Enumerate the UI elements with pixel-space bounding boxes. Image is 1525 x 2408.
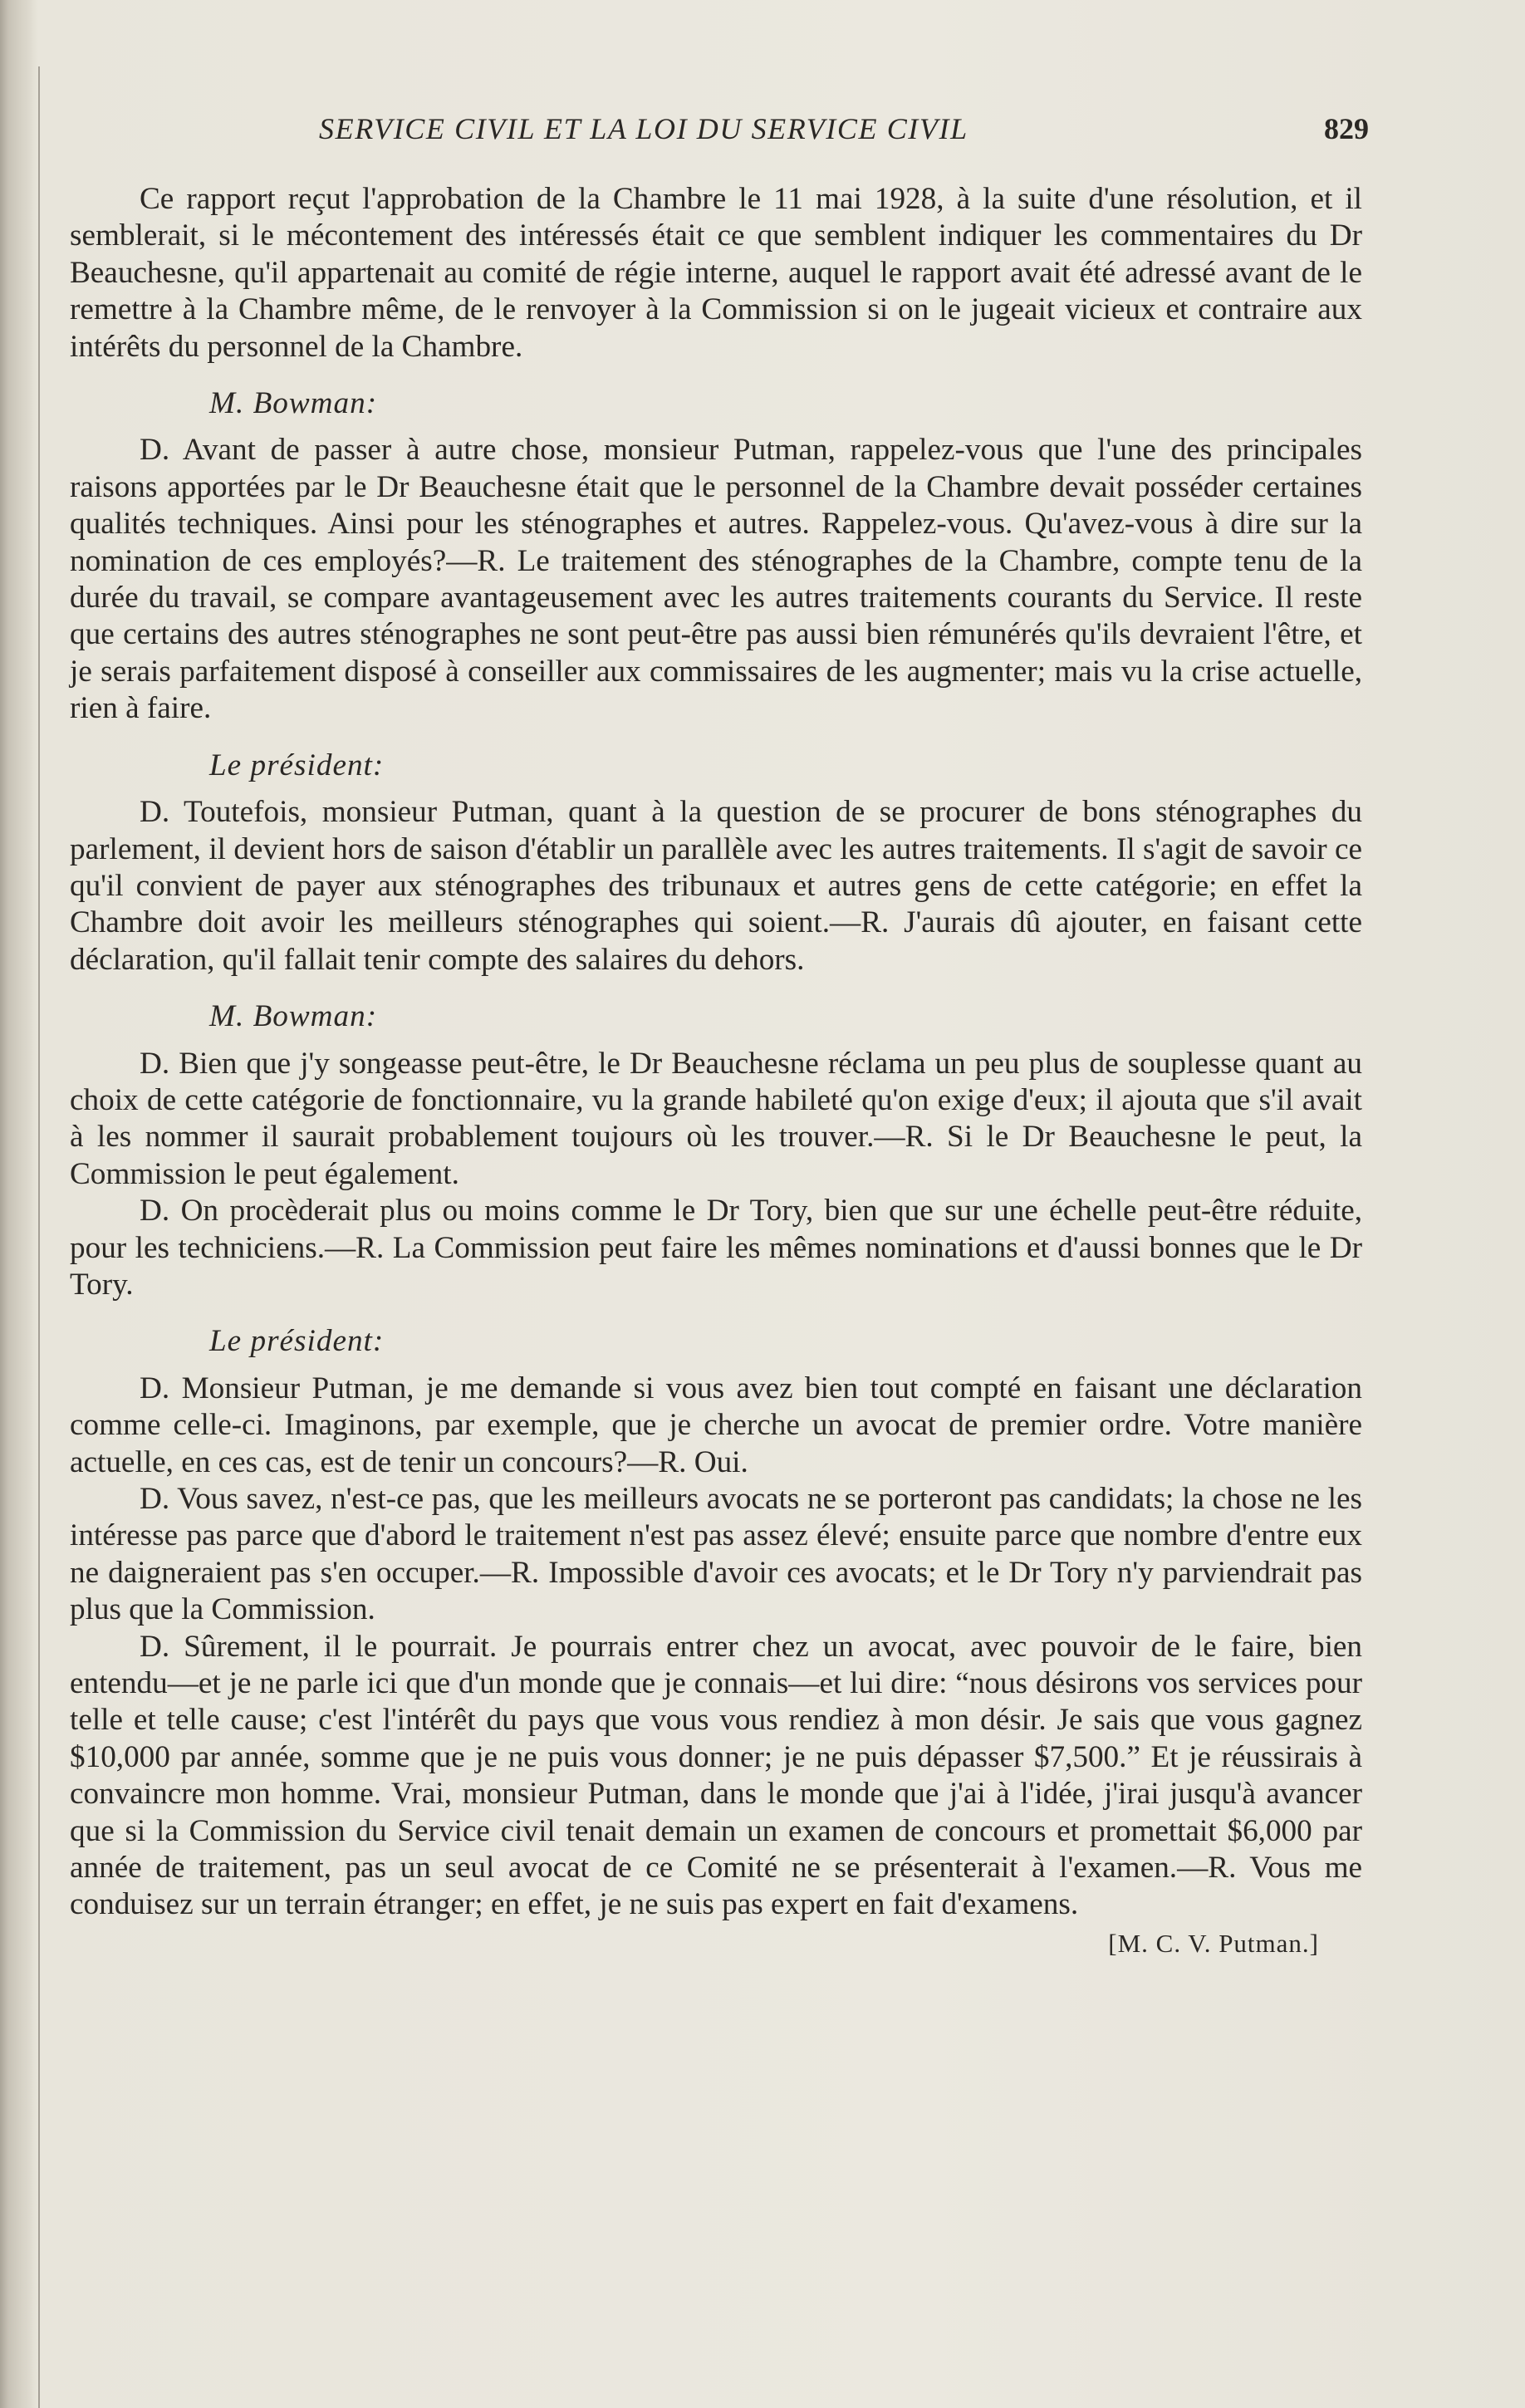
page-number: 829 bbox=[1324, 112, 1369, 145]
paragraph-question-stenographers: D. Avant de passer à autre chose, monsieur Putman, rappelez-vous que l'une des principales raisons apportées par le Dr Beauchesne était que le personnel de la Chambre devait posséder certaines qualités techniques. Ainsi pour les sténographes et autres. Rappelez-vous. Qu'avez-vous à dire sur la nomination de ces employés?—R. Le traitement des sténographes de la Chambre, compte tenu de la durée du travail, se compare avantageusement avec les autres traitements courants du Service. Il reste que certains des autres sténographes ne sont peut-être pas aussi bien rémunérés qu'ils devraient l'être, et je serais parfaitement disposé à conseiller aux commissaires de les augmenter; mais vu la crise actuelle, rien à faire. bbox=[70, 433, 1362, 726]
speaker-label-bowman: M. Bowman: bbox=[209, 386, 378, 421]
paragraph-parliament-stenographers: D. Toutefois, monsieur Putman, quant à la question de se procurer de bons sténographes du parlement, il devient hors de saison d'établir un parallèle avec les autres traitements. Il s'agit de savoir ce qu'il convient de payer aux sténographes des tribunaux et autres gens de cette catégorie; en effet la Chambre doit avoir les meilleurs sténographes qui soient.—R. J'aurais dû ajouter, en faisant cette déclaration, qu'il fallait tenir compte des salaires du dehors. bbox=[70, 795, 1362, 977]
binding-edge-line bbox=[38, 66, 40, 2408]
page-header bbox=[70, 111, 1369, 158]
paragraph-technicians: D. On procèderait plus ou moins comme le Dr Tory, bien que sur une échelle peut-être réduite, pour les techniciens.—R. La Commission peut faire les mêmes nominations et d'aussi bonnes que le Dr Tory. bbox=[70, 1194, 1362, 1302]
paragraph-lawyer-contest: D. Monsieur Putman, je me demande si vous avez bien tout compté en faisant une déclaration comme celle-ci. Imaginons, par exemple, que je cherche un avocat de premier ordre. Votre manière actuelle, en ces cas, est de tenir un concours?—R. Oui. bbox=[70, 1371, 1362, 1479]
paragraph-surely: D. Sûrement, il le pourrait. Je pourrais entrer chez un avocat, avec pouvoir de le faire, bien entendu—et je ne parle ici que d'un monde que je connais—et lui dire: “nous désirons vos services pour telle et telle cause; c'est l'intérêt du pays que vous vous rendiez à mon désir. Je sais que vous gagnez $10,000 par année, somme que je ne puis vous donner; je ne puis dépasser $7,500.” Et je réussirais à convaincre mon homme. Vrai, monsieur Putman, dans le monde que j'ai à l'idée, j'irai jusqu'à avancer que si la Commission du Service civil tenait demain un examen de concours et promettait $6,000 par année de traitement, pas un seul avocat de ce Comité ne se présenterait à l'examen.—R. Vous me conduisez sur un terrain étranger; en effet, je ne suis pas expert en fait d'examens. bbox=[70, 1629, 1362, 1922]
paragraph-flexibility: D. Bien que j'y songeasse peut-être, le Dr Beauchesne réclama un peu plus de souplesse quant au choix de cette catégorie de fonctionnaire, vu la grande habileté qu'on exige d'eux; il ajouta que s'il avait à les nommer il saurait probablement toujours où les trouver.—R. Si le Dr Beauchesne le peut, la Commission le peut également. bbox=[70, 1046, 1362, 1191]
speaker-label-bowman: M. Bowman: bbox=[209, 999, 378, 1034]
page-binding-shadow bbox=[0, 0, 38, 2408]
running-title: SERVICE CIVIL ET LA LOI DU SERVICE CIVIL bbox=[319, 112, 968, 145]
speaker-label-president: Le président: bbox=[209, 748, 385, 782]
speaker-signature: [M. C. V. Putman.] bbox=[1108, 1928, 1319, 1958]
speaker-label-president: Le président: bbox=[209, 1324, 385, 1359]
body-text bbox=[70, 181, 1362, 1962]
paragraph-best-lawyers: D. Vous savez, n'est-ce pas, que les meilleurs avocats ne se porteront pas candidats; la chose ne les intéresse pas parce que d'abord le traitement n'est pas assez élevé; ensuite parce que nombre d'entre eux ne daigneraient pas s'en occuper.—R. Impossible d'avoir ces avocats; et le Dr Tory n'y parviendrait pas plus que la Commission. bbox=[70, 1482, 1362, 1627]
paragraph-report-approval: Ce rapport reçut l'approbation de la Chambre le 11 mai 1928, à la suite d'une résolution, et il semblerait, si le mécontement des intéressés était ce que semblent indiquer les commentaires du Dr Beauchesne, qu'il appartenait au comité de régie interne, auquel le rapport avait été adressé avant de le remettre à la Chambre même, de le renvoyer à la Commission si on le jugeait vicieux et contraire aux intérêts du personnel de la Chambre. bbox=[70, 182, 1362, 364]
